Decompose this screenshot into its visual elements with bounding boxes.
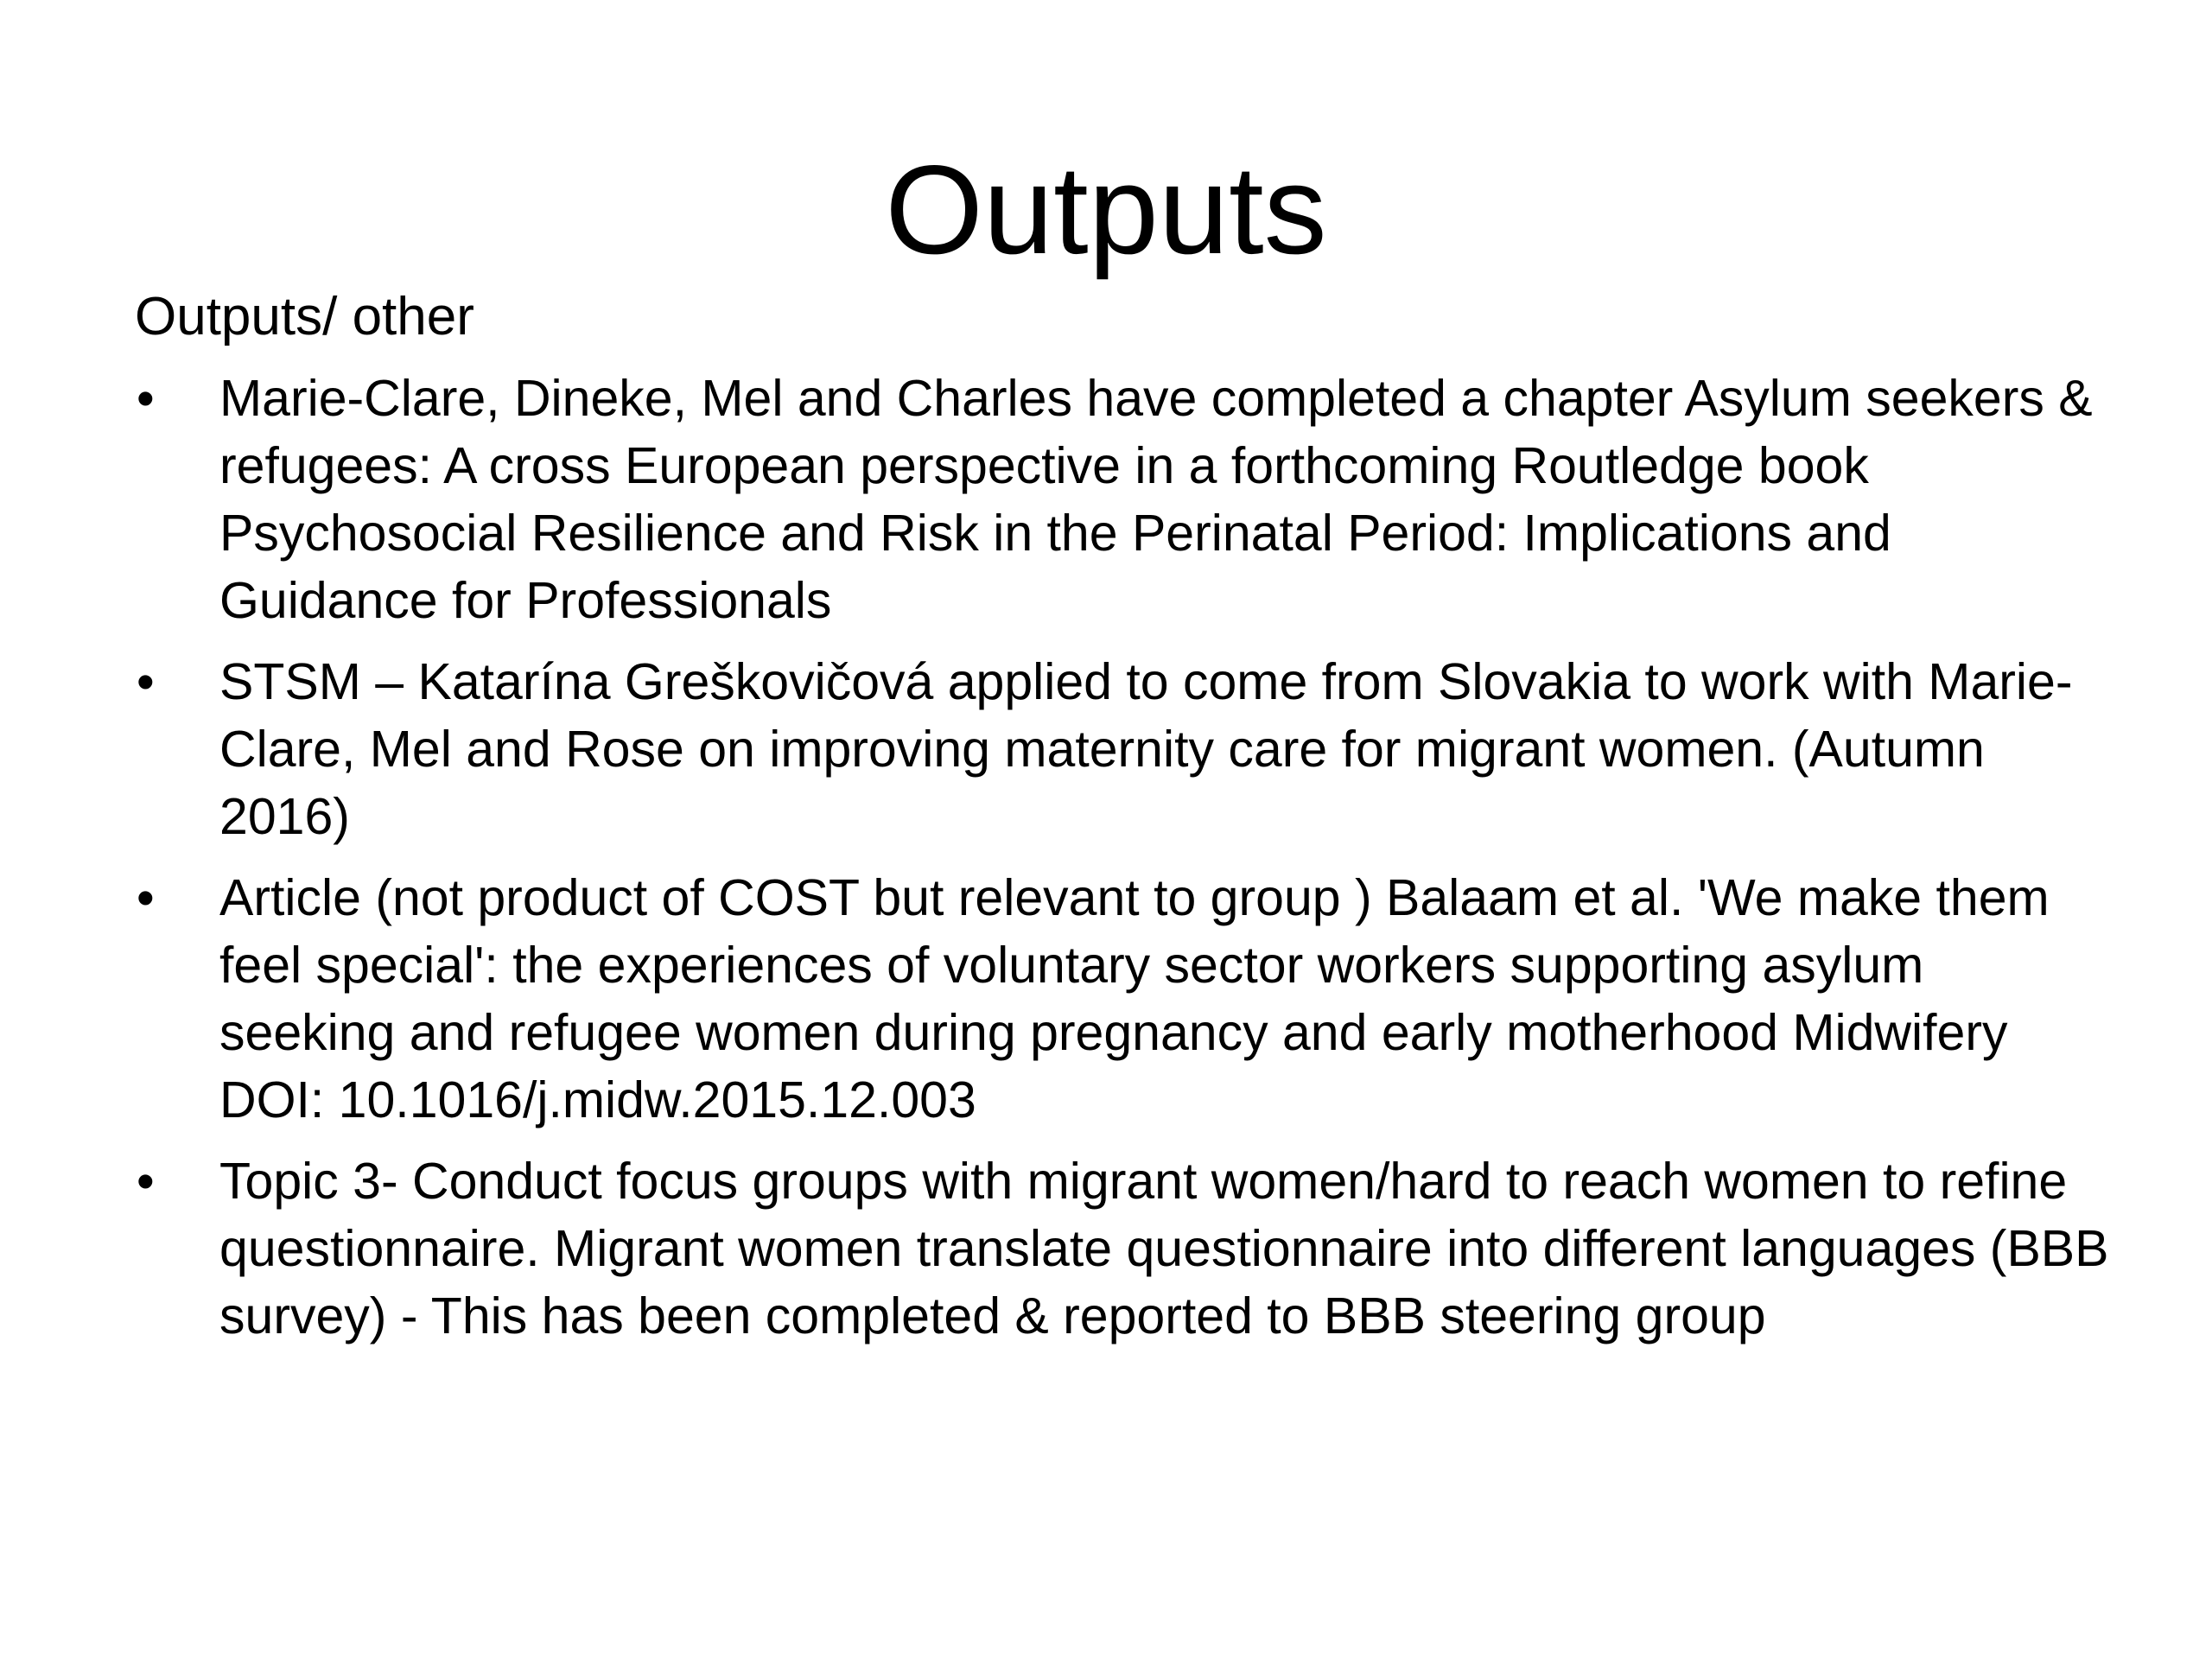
- bullet-icon: •: [137, 1153, 155, 1210]
- bullet-icon: •: [137, 869, 155, 926]
- bullet-text: Marie-Clare, Dineke, Mel and Charles have completed a chapter Asylum seekers & refugees: A cross European perspective in a forthcoming Routledge book Psychosocial Resilience and Risk in the Perinatal Period: Implications and Guidance for Professionals: [219, 370, 2093, 629]
- bullet-item: [135, 1147, 2113, 1350]
- bullet-text: Article (not product of COST but relevant to group ) Balaam et al. 'We make them feel special': the experiences of voluntary sector workers supporting asylum seeking and refugee women during pregnancy and early motherhood Midwifery DOI: 10.1016/j.midw.2015.12.003: [219, 869, 2050, 1128]
- slide-title: Outputs: [885, 139, 1327, 280]
- bullet-item: [135, 864, 2113, 1134]
- bullet-text: Topic 3- Conduct focus groups with migrant women/hard to reach women to refine questionnaire. Migrant women translate questionnaire into different languages (BBB survey) - This has been completed & reported to BBB steering group: [219, 1153, 2109, 1344]
- bullet-icon: •: [137, 653, 155, 710]
- bullet-item: [135, 365, 2113, 634]
- slide-content: [135, 283, 2113, 1363]
- subheading: Outputs/ other: [135, 287, 474, 346]
- bullet-icon: •: [137, 370, 155, 427]
- bullet-list: [135, 365, 2113, 1350]
- bullet-text: STSM – Katarína Greškovičová applied to come from Slovakia to work with Marie-Clare, Mel and Rose on improving maternity care for migrant women. (Autumn 2016): [219, 653, 2073, 845]
- bullet-item: [135, 648, 2113, 850]
